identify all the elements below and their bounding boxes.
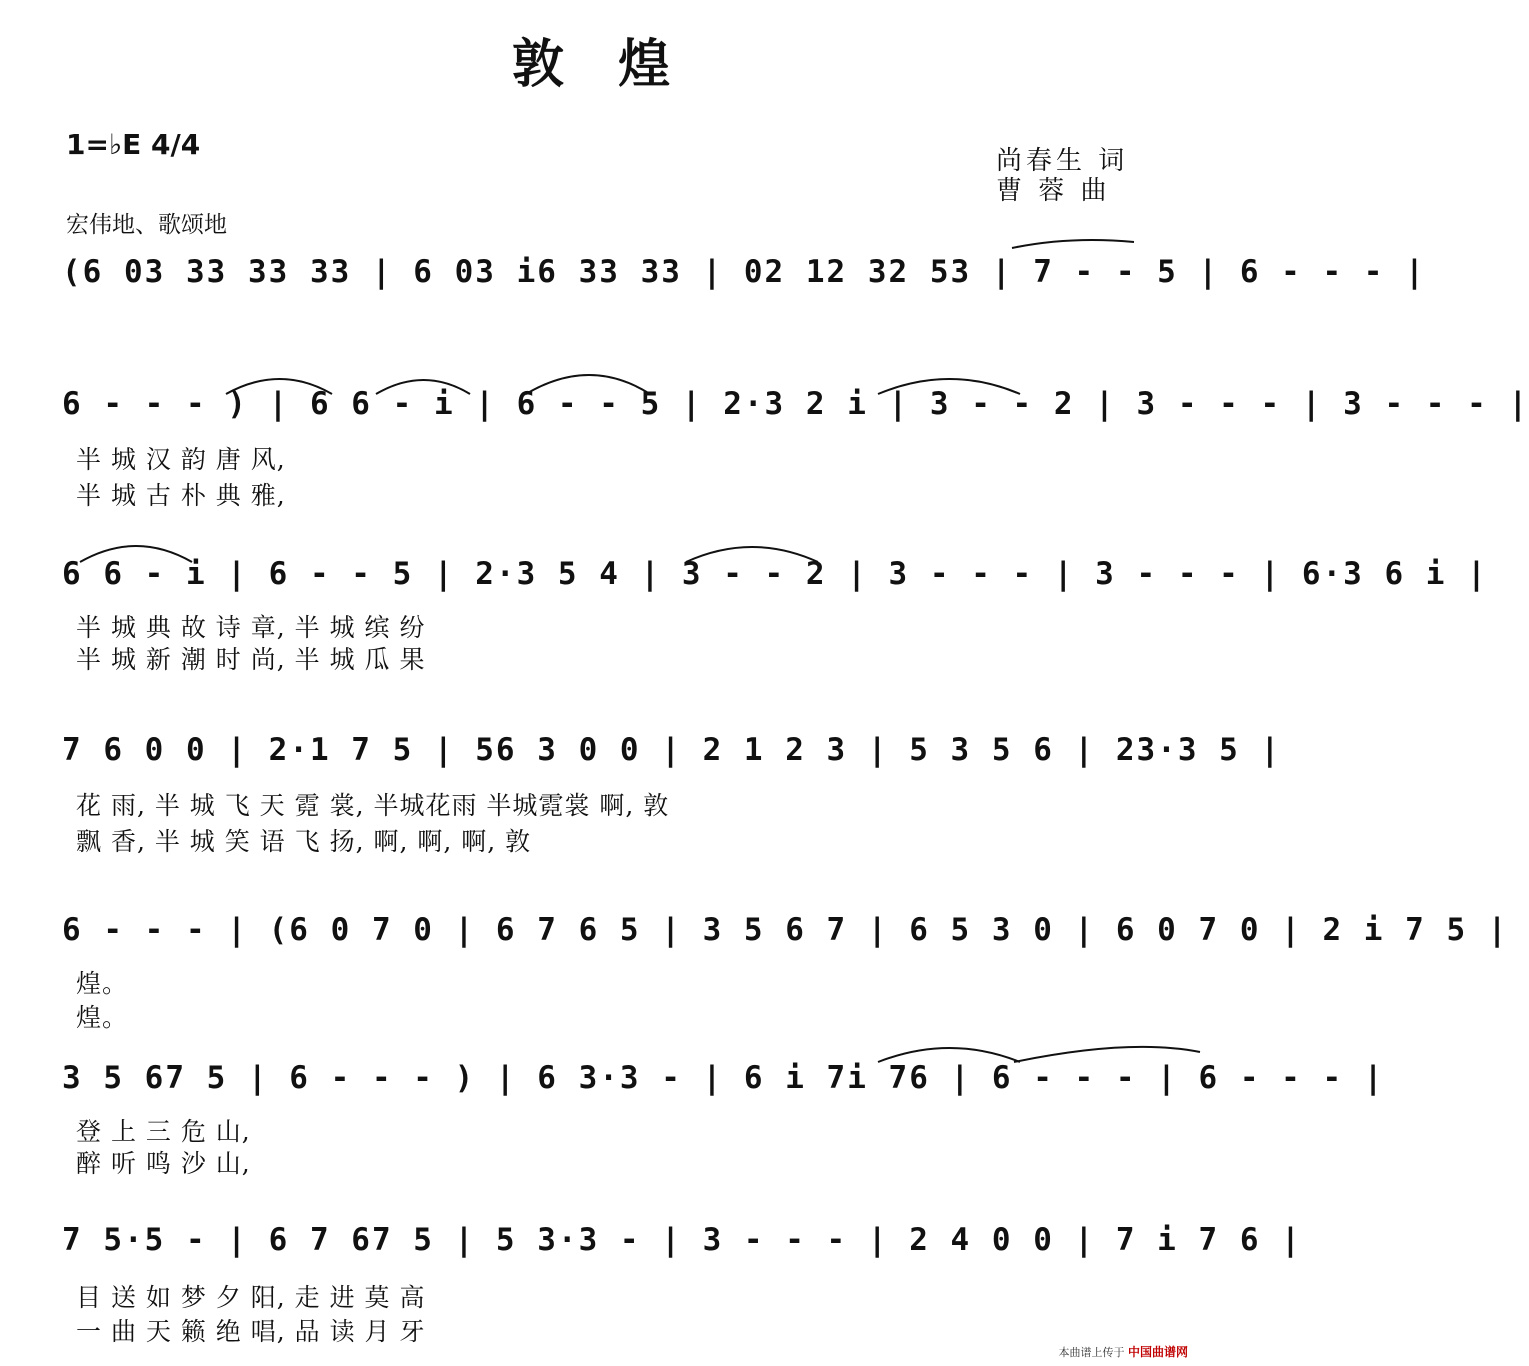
slur-arc — [526, 375, 650, 394]
slur-arc — [376, 380, 470, 394]
footer-text: 本曲谱上传于 — [1058, 1346, 1125, 1359]
lyric-line-3a: 半 城 典 故 诗 章, 半 城 缤 纷 — [76, 613, 426, 642]
music-line-1: (6 03 33 33 33 | 6 03 i6 33 33 | 02 12 32 53 | 7 - - 5 | 6 - - - | — [62, 254, 1426, 290]
slur-arc — [878, 1048, 1020, 1062]
slur-arc — [1014, 1047, 1200, 1062]
lyric-line-2b: 半 城 古 朴 典 雅, — [76, 481, 286, 510]
slur-arc — [1012, 240, 1134, 248]
slur-arc — [686, 547, 818, 562]
composer-credit: 曹 蓉 曲 — [996, 176, 1111, 206]
footer-credit — [1058, 1343, 1188, 1360]
music-line-3: 6 6 - i | 6 - - 5 | 2·3 5 4 | 3 - - 2 | 3 - - - | 3 - - - | 6·3 6 i | — [62, 556, 1488, 592]
lyric-line-5b: 煌。 — [76, 1003, 129, 1032]
lyric-line-7b: 一 曲 天 籁 绝 唱, 品 读 月 牙 — [76, 1317, 426, 1346]
music-line-7: 7 5·5 - | 6 7 67 5 | 5 3·3 - | 3 - - - | 2 4 0 0 | 7 i 7 6 | — [62, 1222, 1302, 1258]
lyric-line-6a: 登 上 三 危 山, — [76, 1117, 251, 1146]
lyric-line-6b: 醉 听 鸣 沙 山, — [76, 1149, 251, 1178]
site-brand: 中国曲谱网 — [1127, 1345, 1188, 1359]
music-line-4: 7 6 0 0 | 2·1 7 5 | 56 3 0 0 | 2 1 2 3 | 5 3 5 6 | 23·3 5 | — [62, 732, 1282, 768]
slur-arc — [80, 546, 192, 562]
lyric-line-4a: 花 雨, 半 城 飞 天 霓 裳, 半城花雨 半城霓裳 啊, 敦 — [76, 791, 670, 820]
music-line-5: 6 - - - | (6 0 7 0 | 6 7 6 5 | 3 5 6 7 | 6 5 3 0 | 6 0 7 0 | 2 i 7 5 | — [62, 912, 1509, 948]
lyric-line-5a: 煌。 — [76, 969, 129, 998]
song-title: 敦 煌 — [511, 34, 689, 95]
slur-arc — [878, 379, 1020, 394]
music-line-6: 3 5 67 5 | 6 - - - ) | 6 3·3 - | 6 i 7i 76 | 6 - - - | 6 - - - | — [62, 1060, 1385, 1096]
lyricist-credit: 尚春生 词 — [996, 146, 1129, 176]
key-signature: 1=♭E 4/4 — [66, 128, 201, 161]
lyric-line-2a: 半 城 汉 韵 唐 风, — [76, 445, 286, 474]
lyric-line-3b: 半 城 新 潮 时 尚, 半 城 瓜 果 — [76, 645, 426, 674]
tempo-marking: 宏伟地、歌颂地 — [66, 212, 227, 238]
slur-arc — [226, 379, 332, 394]
music-line-2: 6 - - - ) | 6 6 - i | 6 - - 5 | 2·3 2 i | 3 - - 2 | 3 - - - | 3 - - - | — [62, 386, 1529, 422]
lyric-line-7a: 目 送 如 梦 夕 阳, 走 进 莫 高 — [76, 1283, 426, 1312]
lyric-line-4b: 飘 香, 半 城 笑 语 飞 扬, 啊, 啊, 啊, 敦 — [76, 827, 532, 856]
